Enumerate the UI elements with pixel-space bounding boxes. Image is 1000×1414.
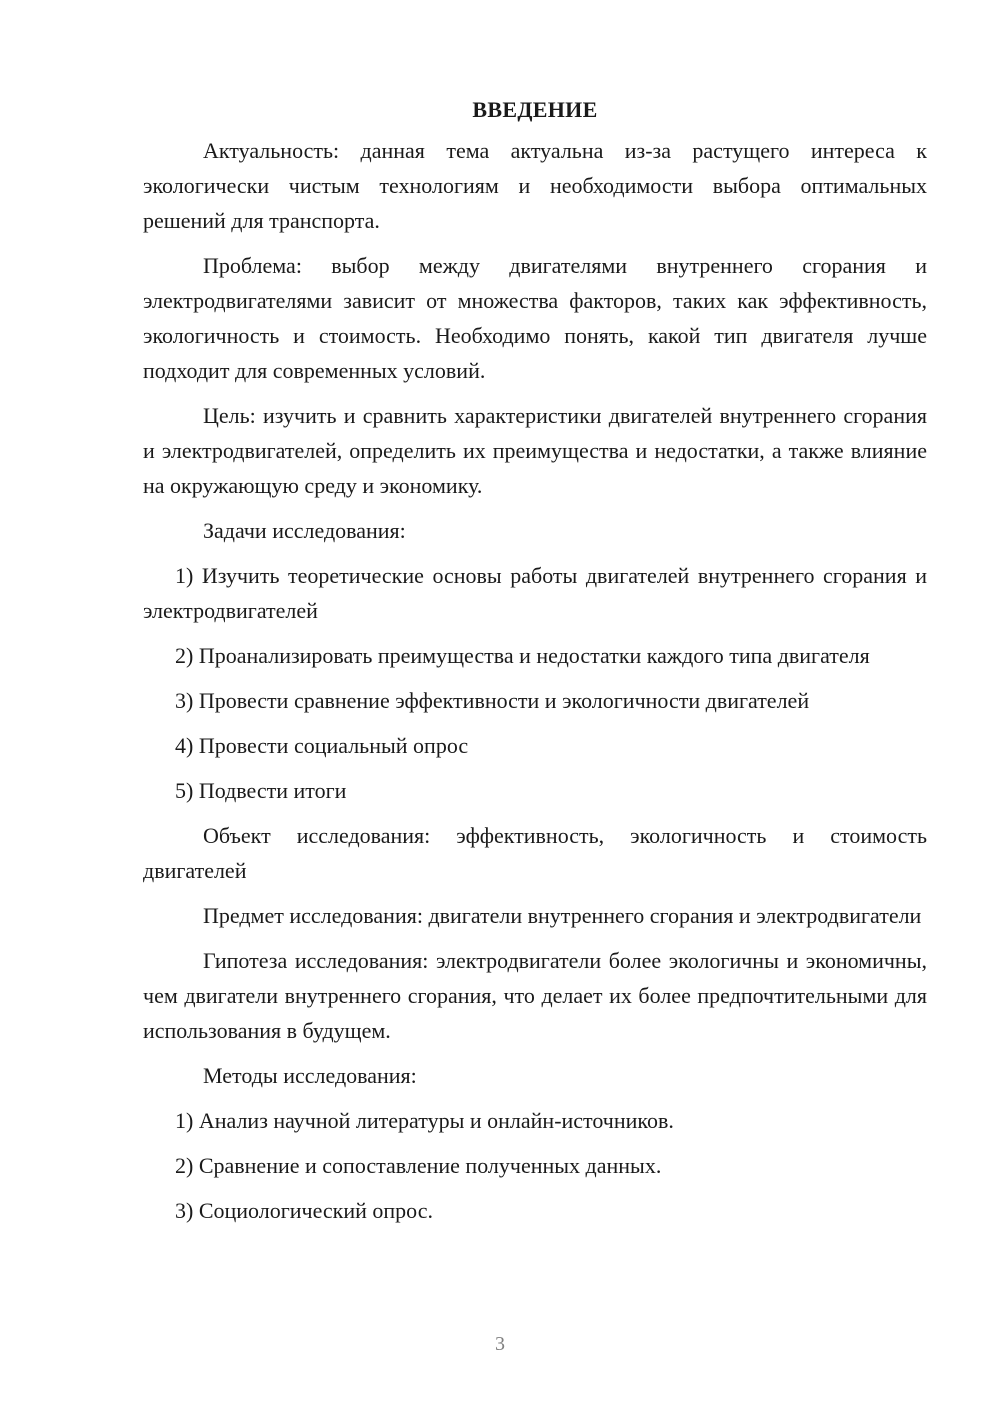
task-item-2: 2) Проанализировать преимущества и недостатки каждого типа двигателя [175,643,870,668]
relevance-paragraph: Актуальность: данная тема актуальна из-за растущего интереса к экологически чистым технологиям и необходимости выбора оптимальных решений для транспорта. [143,138,927,233]
task-item-4: 4) Провести социальный опрос [175,733,469,758]
hypothesis-paragraph: Гипотеза исследования: электродвигатели более экологичны и экономичны, чем двигатели внутреннего сгорания, что делает их более предпочтительными для использования в будущем. [143,948,927,1043]
task-item-3: 3) Провести сравнение эффективности и экологичности двигателей [175,688,810,713]
task-item-5: 5) Подвести итоги [175,778,347,803]
object-paragraph: Объект исследования: эффективность, экологичность и стоимость двигателей [143,823,927,883]
subject-paragraph: Предмет исследования: двигатели внутреннего сгорания и электродвигатели [203,903,922,928]
problem-paragraph: Проблема: выбор между двигателями внутреннего сгорания и электродвигателями зависит от множества факторов, таких как эффективность, экологичность и стоимость. Необходимо понять, какой тип двигателя лучше подходит для современных условий. [143,253,927,383]
method-item-3: 3) Социологический опрос. [175,1198,433,1223]
method-item-2: 2) Сравнение и сопоставление полученных данных. [175,1153,662,1178]
method-item-1: 1) Анализ научной литературы и онлайн-источников. [175,1108,674,1133]
tasks-heading: Задачи исследования: [203,518,406,543]
document-page [143,92,927,1238]
page-title: ВВЕДЕНИЕ [472,97,598,122]
methods-heading: Методы исследования: [203,1063,417,1088]
page-number: 3 [495,1333,505,1355]
goal-paragraph: Цель: изучить и сравнить характеристики двигателей внутреннего сгорания и электродвигателей, определить их преимущества и недостатки, а также влияние на окружающую среду и экономику. [143,403,927,498]
task-item-1: 1) Изучить теоретические основы работы двигателей внутреннего сгорания и электродвигателей [143,563,927,623]
